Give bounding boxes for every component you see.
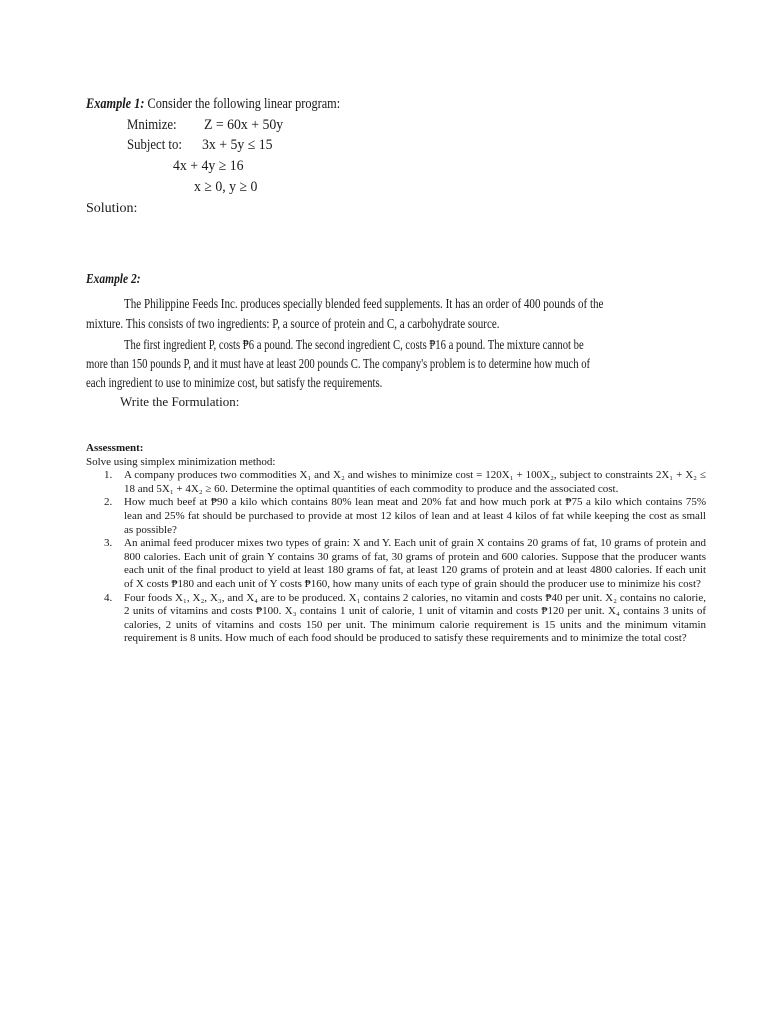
solution-label: Solution: [86, 201, 138, 216]
example1-label: Example 1: [86, 96, 145, 112]
solution-label-cut [86, 199, 138, 216]
example2-heading [86, 272, 141, 288]
assessment-item [86, 537, 706, 591]
assessment-item [86, 496, 706, 537]
formulation-label-cut [120, 393, 240, 409]
assessment-section [86, 442, 706, 646]
item-number: 1. [104, 469, 113, 482]
example2-label: Example 2: [86, 272, 141, 287]
item-number: 4. [104, 591, 113, 604]
item-text: An animal feed producer mixes two types of grain: X and Y. Each unit of grain X contains 20 grams of fat, 10 grams of protein and 800 calories. Each unit of grain Y contains 30 grams of fat, 30 grams of protein and 600 calories. Suppose that the producer wants each unit of the final product to yield at least 180 grams of fat, at least 120 grams of protein and at least 4800 calories. If each unit of X costs ₱180 and each unit of Y costs ₱160, how many units of each type of grain should the producer use to minimize his cost? [124, 537, 706, 590]
assessment-item [86, 592, 706, 646]
item-number: 2. [104, 496, 113, 509]
formulation-label: Write the Formulation: [120, 394, 240, 409]
example2-line: more than 150 pounds P, and it must have at least 200 pounds C. The company's problem is to determine how much of [86, 357, 591, 372]
constraint-2: 4x + 4y ≥ 16 [173, 158, 244, 174]
assessment-instruction: Solve using simplex minimization method: [86, 455, 276, 468]
assessment-title: Assessment: [86, 442, 144, 454]
item-number: 3. [104, 537, 113, 550]
item-text: Four foods X₁, X₂, X₃, and X₄ are to be produced. X₁ contains 2 calories, no vitamin and costs ₱40 per unit. X₂ contains no calorie, 2 units of vitamins and costs ₱100. X₃ contains 1 unit of calorie, 1 unit of vitamin and costs ₱120 per unit. X₄ contains 3 units of calories, 2 units of vitamins and costs 150 per unit. The minimum calorie requirement is 15 units and the minimum vitamin requirement is 8 units. How much of each food should be produced to satisfy these requirements and to minimize the total cost? [124, 591, 706, 645]
example1-intro: Consider the following linear program: [147, 96, 341, 112]
example1-heading [86, 94, 340, 114]
example2-line: mixture. This consists of two ingredients: P, a source of protein and C, a carbohydrate source. [86, 317, 500, 332]
objective-expression: Z = 60x + 50y [204, 117, 284, 133]
example2-line: The first ingredient P, costs ₱6 a pound. The second ingredient C, costs ₱16 a pound. The mixture cannot be [124, 338, 584, 353]
objective-label: Mnimize: [127, 117, 177, 133]
item-text: How much beef at ₱90 a kilo which contains 80% lean meat and 20% fat and how much pork at ₱75 a kilo which contains 75% lean and 25% fat should be purchased to provide at most 12 kilos of lean and at least 4 kilos of fat while keeping the cost as small as possible? [124, 496, 706, 536]
item-text: A company produces two commodities X₁ and X₂ and wishes to minimize cost = 120X₁ + 100X₂, subject to constraints 2X₁ + X₂ ≤ 18 and 5X₁ + 4X₂ ≥ 60. Determine the optimal quantities of each commodity to produce and the associated cost. [124, 469, 706, 495]
constraint-1: 3x + 5y ≤ 15 [202, 137, 273, 153]
assessment-item [86, 469, 706, 496]
assessment-list [86, 469, 706, 646]
constraint-label: Subject to: [127, 137, 182, 153]
example2-line: The Philippine Feeds Inc. produces specially blended feed supplements. It has an order of 400 pounds of the [124, 297, 604, 312]
constraint-3: x ≥ 0, y ≥ 0 [194, 179, 258, 195]
example2-line: each ingredient to use to minimize cost, but satisfy the requirements. [86, 376, 383, 391]
